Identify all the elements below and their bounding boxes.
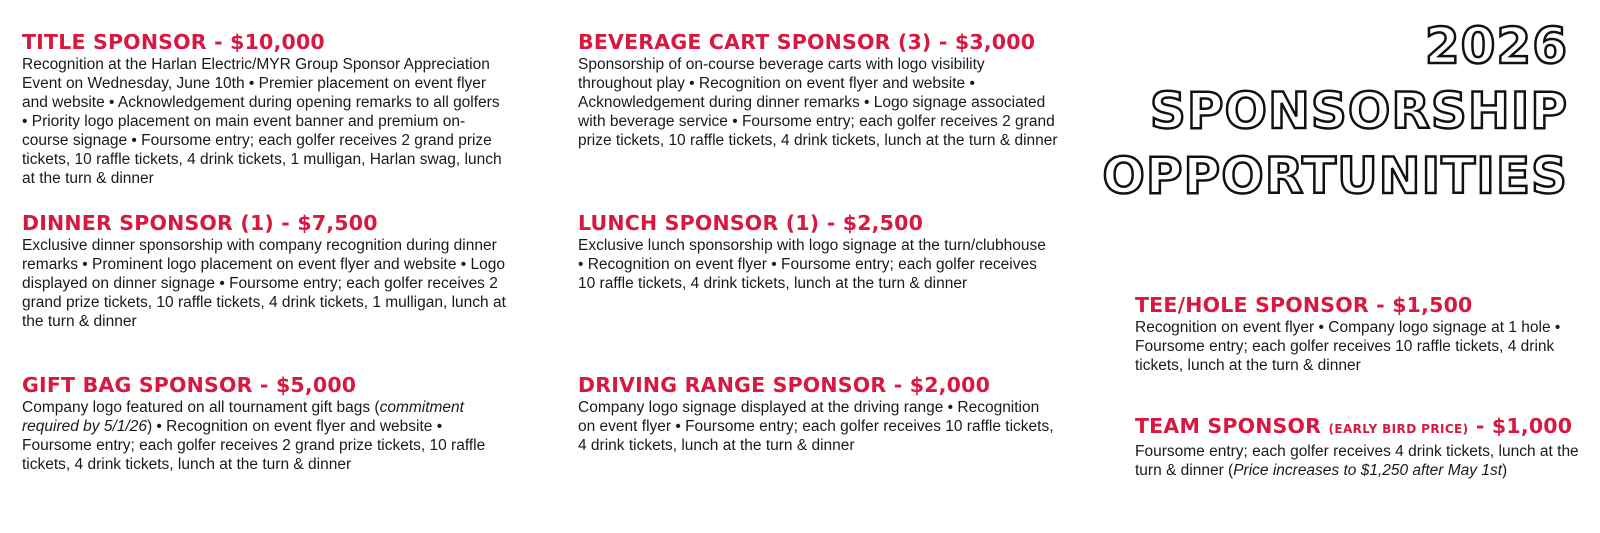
- page-title-opportunities: OPPORTUNITIES: [1102, 147, 1568, 205]
- team-description-rest: ): [1502, 462, 1508, 479]
- team-price-increase-note: Price increases to $1,250 after May 1st: [1233, 462, 1503, 479]
- tee-hole-sponsor-block: [1135, 294, 1580, 375]
- early-bird-note: (EARLY BIRD PRICE): [1328, 422, 1469, 436]
- gift-bag-description-rest: ) • Recognition on event flyer and website • Foursome entry; each golfer receives 2 grand prize tickets, 10 raffle tickets, 4 drink tickets, lunch at the turn & dinner: [22, 418, 486, 473]
- gift-bag-description-text: Company logo featured on all tournament gift bags (: [22, 399, 380, 416]
- beverage-cart-sponsor-block: [578, 31, 1058, 150]
- team-sponsor-heading: [1135, 415, 1580, 440]
- lunch-sponsor-description: Exclusive lunch sponsorship with logo signage at the turn/clubhouse • Recognition on event flyer • Foursome entry; each golfer receives 10 raffle tickets, 4 drink tickets, lunch at the turn & dinner: [578, 237, 1046, 292]
- beverage-cart-sponsor-description: Sponsorship of on-course beverage carts with logo visibility throughout play • Recognition on event flyer and website • Acknowledgement during dinner remarks • Logo signage associated with beverage service • Foursome entry; each golfer receives 2 grand prize tickets, 10 raffle tickets, 4 drink tickets, lunch at the turn & dinner: [578, 56, 1058, 149]
- lunch-sponsor-heading: LUNCH SPONSOR (1) - $2,500: [578, 211, 924, 235]
- gift-bag-commitment-note: commitment required by 5/1/26: [22, 399, 464, 435]
- title-sponsor-heading: TITLE SPONSOR - $10,000: [22, 30, 325, 54]
- team-sponsor-block: [1135, 415, 1580, 480]
- title-sponsor-block: [22, 31, 502, 188]
- driving-range-sponsor-heading: DRIVING RANGE SPONSOR - $2,000: [578, 373, 991, 397]
- team-sponsor-title: TEAM SPONSOR: [1135, 414, 1322, 438]
- team-sponsor-price: - $1,000: [1475, 414, 1573, 438]
- tee-hole-sponsor-heading: TEE/HOLE SPONSOR - $1,500: [1135, 293, 1473, 317]
- dinner-sponsor-description: Exclusive dinner sponsorship with company recognition during dinner remarks • Prominent logo placement on event flyer and website • Logo displayed on dinner signage • Foursome entry; each golfer receives 2 grand prize tickets, 10 raffle tickets, 4 drink tickets, 1 mulligan, lunch at the turn & dinner: [22, 237, 506, 330]
- dinner-sponsor-block: [22, 212, 507, 331]
- gift-bag-sponsor-block: [22, 374, 497, 474]
- lunch-sponsor-block: [578, 212, 1048, 293]
- title-sponsor-description: Recognition at the Harlan Electric/MYR Group Sponsor Appreciation Event on Wednesday, June 10th • Premier placement on event flyer and website • Acknowledgement during opening remarks to all golfers • Priority logo placement on main event banner and premium on-course signage • Foursome entry; each golfer receives 2 grand prize tickets, 10 raffle tickets, 4 drink tickets, 1 mulligan, Harlan swag, lunch at the turn & dinner: [22, 56, 502, 187]
- tee-hole-sponsor-description: Recognition on event flyer • Company logo signage at 1 hole • Foursome entry; each golfer receives 10 raffle tickets, 4 drink tickets, lunch at the turn & dinner: [1135, 319, 1561, 374]
- page-title-sponsorship: SPONSORSHIP: [1149, 82, 1568, 140]
- gift-bag-sponsor-heading: GIFT BAG SPONSOR - $5,000: [22, 373, 357, 397]
- dinner-sponsor-heading: DINNER SPONSOR (1) - $7,500: [22, 211, 378, 235]
- beverage-cart-sponsor-heading: BEVERAGE CART SPONSOR (3) - $3,000: [578, 30, 1036, 54]
- gift-bag-sponsor-description: [22, 398, 497, 474]
- team-sponsor-description: [1135, 442, 1580, 480]
- driving-range-sponsor-description: Company logo signage displayed at the driving range • Recognition on event flyer • Foursome entry; each golfer receives 10 raffle tickets, 4 drink tickets, lunch at the turn & dinner: [578, 399, 1054, 454]
- driving-range-sponsor-block: [578, 374, 1058, 455]
- page-title-year: 2026: [1424, 17, 1568, 75]
- team-description-text: Foursome entry; each golfer receives 4 drink tickets, lunch at the turn & dinner (: [1135, 443, 1579, 479]
- page-title: [1102, 14, 1568, 209]
